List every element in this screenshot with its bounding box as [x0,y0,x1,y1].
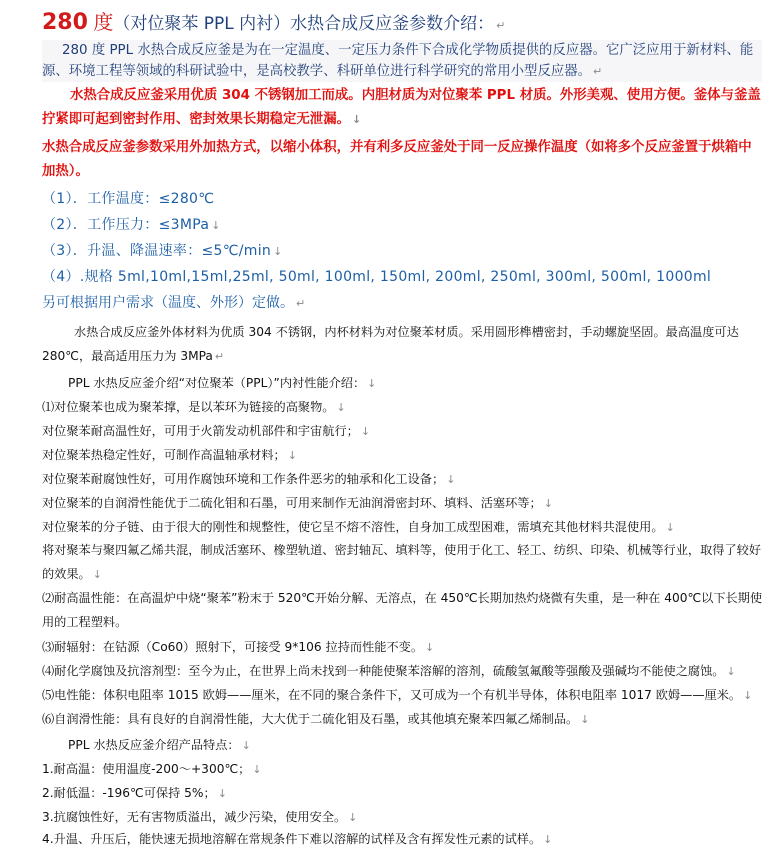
ppl-heading: PPL 水热反应釜介绍“对位聚苯（PPL）”内衬性能介绍： ↓ [68,376,377,390]
property-line: ⑷耐化学腐蚀及抗溶剂型：至今为止，在世界上尚未找到一种能使聚苯溶解的溶剂，硫酸氢氟酸等强酸及强碱均不能使之腐蚀。 ↓ [42,664,736,678]
ppl-line: 对位聚苯耐腐蚀性好，可用作腐蚀环境和工作条件恶劣的轴承和化工设备； ↓ [42,472,456,486]
spec-note: 另可根据用户需求（温度、外形）定做。 ↵ [42,295,306,311]
title-unit: 度 [93,10,114,34]
ppl-line: 对位聚苯的分子链、由于很大的刚性和规整性，使它呈不熔不溶性，自身加工成型困难，需填充其他材料共混使用。 ↓ [42,520,675,534]
spec-item: （4）.规格 5ml,10ml,15ml,25ml, 50ml, 100ml, 150ml, 200ml, 250ml, 300ml, 500ml, 1000ml [42,269,712,285]
blend-paragraph: 将对聚苯与聚四氟乙烯共混，制成活塞环、橡塑轨道、密封轴瓦、填料等，使用于化工、轻工、纺织、印染、机械等行业，取得了较好的效果。 ↓ [42,543,762,581]
ppl-line: 对位聚苯热稳定性好，可制作高温轴承材料； ↓ [42,448,297,462]
feature-item: 4.升温、升压后，能快速无损地溶解在常规条件下难以溶解的试样及含有挥发性元素的试样。 ↓ [42,832,553,846]
ppl-line: 对位聚苯的自润滑性能优于二硫化钼和石墨，可用来制作无油润滑密封环、填料、活塞环等； ↓ [42,496,553,510]
ppl-line: ⑴对位聚苯也成为聚苯撑，是以苯环为链接的高聚物。 ↓ [42,400,346,414]
intro-paragraph: 280 度 PPL 水热合成反应釜是为在一定温度、一定压力条件下合成化学物质提供的反应器。它广泛应用于新材料、能源、环境工程等领域的科研试验中，是高校教学、科研单位进行科学研究的常用小型反应器。 ↵ [42,40,762,82]
property-line: ⑶耐辐射：在钴源（Co60）照射下，可接受 9*106 拉持而性能不变。 ↓ [42,640,435,654]
ppl-line: 对位聚苯耐高温性好，可用于火箭发动机部件和宇宙航行； ↓ [42,424,371,438]
highlight-paragraph: 水热合成反应釜采用优质 304 不锈钢加工而成。内胆材质为对位聚苯 PPL 材质。外形美观、使用方便。釜体与釜盖拧紧即可起到密封作用、密封效果长期稳定无泄漏。 ↓ [42,88,761,127]
property-line: ⑸电性能：体积电阻率 1015 欧姆——厘米，在不同的聚合条件下，又可成为一个有机半导体，体积电阻率 1017 欧姆——厘米。 ↓ [42,688,753,702]
highlight-paragraph: 水热合成反应釜参数采用外加热方式，以缩小体积，并有利多反应釜处于同一反应操作温度（如将多个反应釜置于烘箱中加热）。 [42,140,752,179]
paragraph-mark: ↓ [351,113,362,126]
heat-paragraph: ⑵耐高温性能：在高温炉中烧“聚苯”粉末于 520℃开始分解、无溶点，在 450℃长期加热灼烧微有失重，是一种在 400℃以下长期使用的工程塑料。 [42,591,763,629]
title-text: （对位聚苯 PPL 内衬）水热合成反应釜参数介绍： [113,14,495,34]
feature-item: 1.耐高温：使用温度-200～+300℃； ↓ [42,762,262,776]
page-title [42,6,505,35]
spec-item: （1）．工作温度：≤280℃ [42,191,215,207]
spec-item: （2）．工作压力：≤3MPa ↓ [42,217,221,233]
property-line: ⑹自润滑性能：具有良好的自润滑性能，大大优于二硫化钼及石墨，或其他填充聚苯四氟乙烯制品。 ↓ [42,712,590,726]
paragraph-mark: ↵ [496,19,506,32]
spec-item: （3）．升温、降温速率：≤5℃/min ↓ [42,243,283,259]
material-paragraph: 水热合成反应釜外体材料为优质 304 不锈钢，内杯材料为对位聚苯材质。采用圆形榫槽密封，手动螺旋坚固。最高温度可达 280℃，最高适用压力为 3MPa ↵ [42,325,739,363]
feature-item: 2.耐低温：-196℃可保持 5%； ↓ [42,786,227,800]
paragraph-mark: ↵ [593,65,603,78]
title-number: 280 [42,10,88,35]
features-heading: PPL 水热反应釜介绍产品特点： ↓ [68,738,251,752]
feature-item: 3.抗腐蚀性好，无有害物质溢出，减少污染，使用安全。 ↓ [42,810,358,824]
